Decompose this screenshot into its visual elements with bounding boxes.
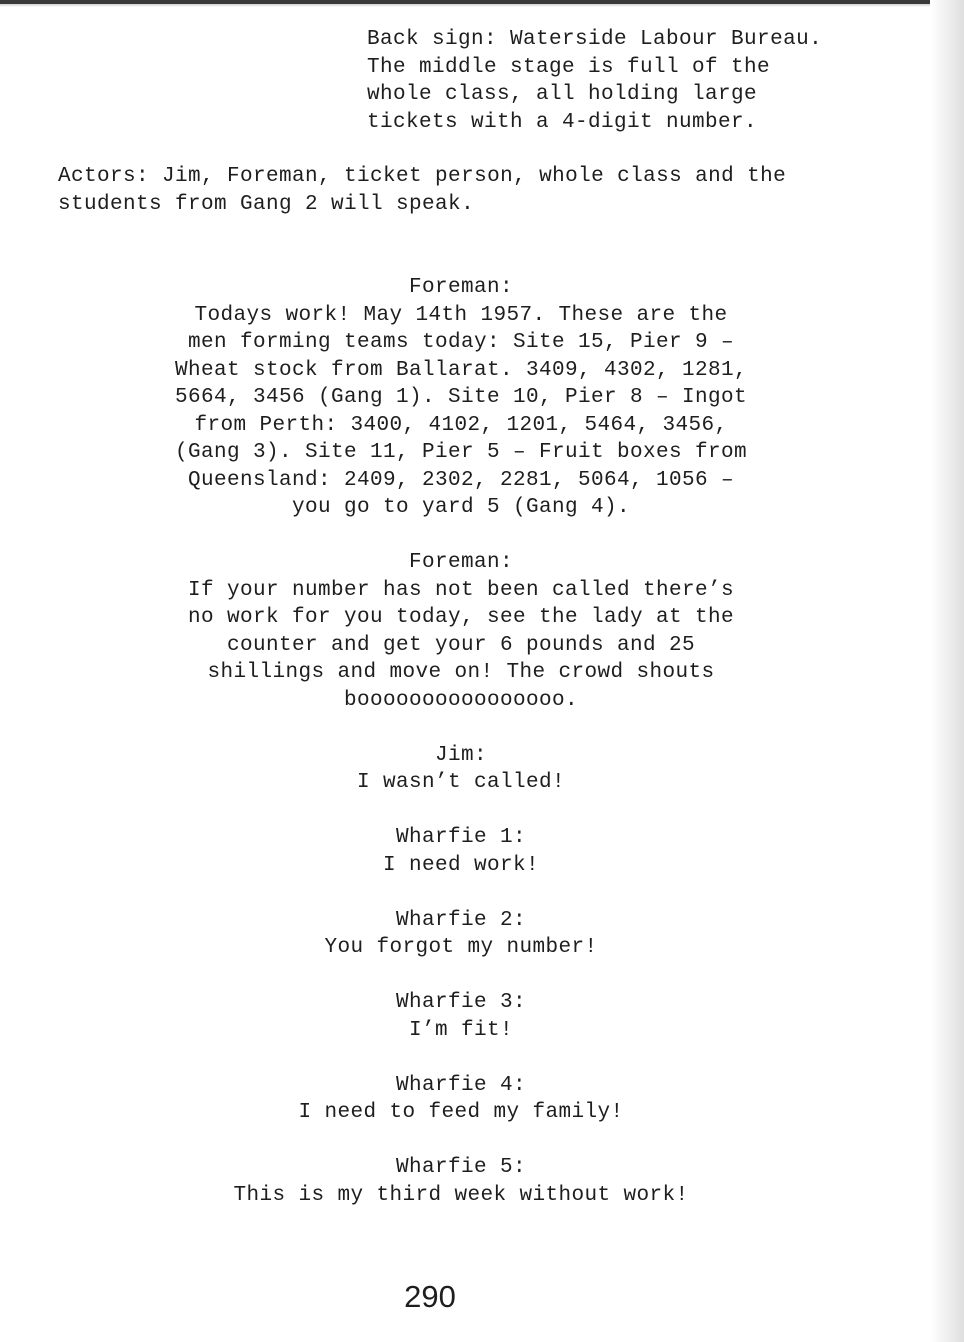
speech-block (0, 742, 922, 797)
speech-line: Todays work! May 14th 1957. These are the (194, 303, 728, 327)
script-dialogue (0, 274, 922, 1237)
speaker-name: Wharfie 5: (395, 1156, 527, 1179)
speech-block (0, 824, 922, 879)
speaker-name: Wharfie 2: (395, 908, 527, 932)
speech-line: Queensland: 2409, 2302, 2281, 5064, 1056 – (187, 468, 735, 492)
speech-line: shillings and move on! The crowd shouts (207, 661, 715, 684)
speaker-name: Wharfie 1: (395, 826, 527, 849)
stage-direction-line: tickets with a 4-digit number. (367, 110, 758, 134)
speech-block (0, 989, 922, 1044)
speech-line: you go to yard 5 (Gang 4). (291, 496, 631, 519)
actors-note-line: Actors: Jim, Foreman, ticket person, whole class and the (58, 165, 787, 188)
speech-line: I need to feed my family! (298, 1101, 624, 1124)
speech-line: no work for you today, see the lady at the (187, 606, 735, 629)
speech-line: I’m fit! (408, 1018, 514, 1042)
speech-line: Wheat stock from Ballarat. 3409, 4302, 1281, (174, 358, 748, 382)
page-top-shadow (0, 4, 964, 7)
speech-block (0, 549, 922, 714)
stage-direction-line: Back sign: Waterside Labour Bureau. (367, 28, 823, 51)
page-number: 290 (404, 1279, 456, 1314)
speaker-name: Wharfie 3: (395, 991, 527, 1014)
stage-direction (367, 26, 927, 136)
speech-line: You forgot my number! (324, 936, 598, 959)
speech-block (0, 1072, 922, 1127)
speech-line: boooooooooooooooo. (343, 688, 579, 712)
speech-line: If your number has not been called there’s (187, 578, 735, 602)
speech-line: counter and get your 6 pounds and 25 (226, 633, 696, 657)
page-gutter-shadow (930, 0, 964, 1342)
stage-direction-line: whole class, all holding large (367, 83, 758, 106)
speech-line: (Gang 3). Site 11, Pier 5 – Fruit boxes from (174, 441, 748, 464)
actors-note-line: students from Gang 2 will speak. (58, 193, 475, 216)
speaker-name: Jim: (434, 743, 487, 767)
speech-block (0, 1154, 922, 1209)
speech-line: This is my third week without work! (233, 1183, 689, 1207)
speaker-name: Wharfie 4: (395, 1073, 527, 1097)
speaker-name: Foreman: (408, 551, 514, 574)
speech-block (0, 274, 922, 522)
actors-note (58, 163, 918, 219)
speaker-name: Foreman: (408, 276, 514, 299)
speech-line: men forming teams today: Site 15, Pier 9 – (187, 331, 735, 354)
speech-block (0, 907, 922, 962)
speech-line: I wasn’t called! (356, 771, 566, 794)
speech-line: from Perth: 3400, 4102, 1201, 5464, 3456, (194, 413, 728, 437)
speech-line: I need work! (382, 853, 540, 877)
speech-line: 5664, 3456 (Gang 1). Site 10, Pier 8 – Ingot (174, 386, 748, 409)
stage-direction-line: The middle stage is full of the (367, 55, 771, 79)
